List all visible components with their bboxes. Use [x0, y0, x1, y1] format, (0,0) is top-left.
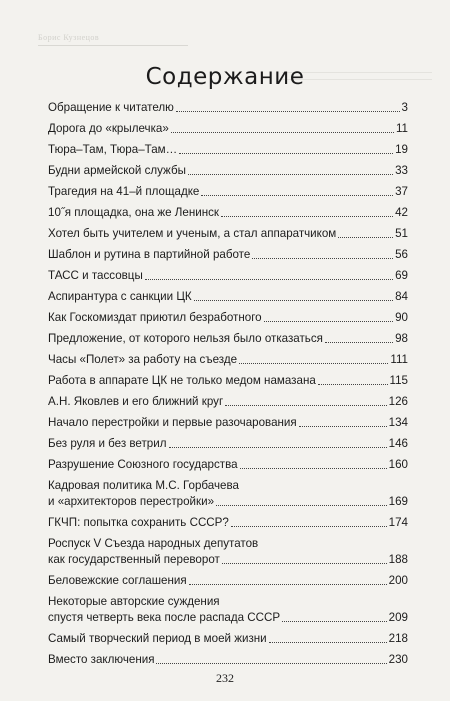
toc-entry-title: Разрушение Союзного государства: [48, 458, 238, 471]
leader-dots: [156, 663, 386, 664]
leader-dots: [201, 195, 393, 196]
toc-entry-page: 209: [388, 611, 408, 624]
toc-entry: [48, 331, 408, 347]
toc-entry-title: Как Госкомиздат приютил безработного: [48, 311, 262, 324]
toc-entry-first-line: Роспуск V Съезда народных депутатов: [48, 537, 259, 550]
toc-entry-page: 126: [388, 395, 408, 408]
toc-entry-first-line: Некоторые авторские суждения: [48, 595, 220, 608]
toc-entry: [48, 268, 408, 284]
leader-dots: [222, 563, 387, 564]
toc-entry: [48, 373, 408, 389]
leader-dots: [325, 342, 393, 343]
leader-dots: [240, 468, 387, 469]
leader-dots: [252, 258, 393, 259]
toc-entry: [48, 436, 408, 452]
toc-entry-page: 188: [388, 553, 408, 566]
leader-dots: [318, 384, 388, 385]
toc-entry-title: Без руля и без ветрил: [48, 437, 167, 450]
toc-entry-title: Работа в аппарате ЦК не только медом намазана: [48, 374, 316, 387]
toc-entry-page: 98: [395, 332, 408, 345]
running-head: Борис Кузнецов: [38, 33, 188, 46]
toc-entry: [48, 631, 408, 647]
leader-dots: [225, 405, 386, 406]
toc-entry-first-line: Кадровая политика М.С. Горбачева: [48, 479, 239, 492]
toc-entry: [48, 610, 408, 626]
toc-entry-title: Предложение, от которого нельзя было отказаться: [48, 332, 323, 345]
toc-entry-title: Тюра–Там, Тюра–Там…: [48, 143, 178, 156]
leader-dots: [299, 426, 387, 427]
toc-entry: [48, 247, 408, 263]
leader-dots: [189, 584, 387, 585]
toc-entry: [48, 100, 408, 116]
page-number: 232: [216, 671, 234, 685]
toc-entry-page: 160: [388, 458, 408, 471]
toc-entry: [48, 652, 408, 668]
leader-dots: [221, 216, 393, 217]
toc-entry-page: 3: [401, 101, 408, 114]
leader-dots: [179, 153, 393, 154]
toc-entry: [48, 494, 408, 510]
toc-entry: [48, 394, 408, 410]
toc-entry: [48, 573, 408, 589]
toc-entry-page: 33: [395, 164, 408, 177]
leader-dots: [269, 642, 387, 643]
toc-entry: [48, 310, 408, 326]
leader-dots: [264, 321, 393, 322]
toc-entry-page: 56: [395, 248, 408, 261]
toc-entry-title: и «архитекторов перестройки»: [48, 495, 215, 508]
toc-entry-page: 200: [388, 574, 408, 587]
toc-entry-title: Дорога до «крылечка»: [48, 122, 169, 135]
toc-entry-page: 111: [390, 353, 408, 366]
toc-entry-title: Аспирантура с санкции ЦК: [48, 290, 192, 303]
toc-entry: [48, 552, 408, 568]
toc-entry-page: 37: [395, 185, 408, 198]
toc-entry-title: спустя четверть века после распада СССР: [48, 611, 281, 624]
toc-entry: [48, 226, 408, 242]
leader-dots: [231, 526, 387, 527]
toc-entry-title: А.Н. Яковлев и его ближний круг: [48, 395, 224, 408]
toc-entry-title: Вместо заключения: [48, 653, 155, 666]
leader-dots: [169, 447, 387, 448]
toc-entry-title: Трагедия на 41–й площадке: [48, 185, 200, 198]
toc-entry-page: 90: [395, 311, 408, 324]
toc-entry-page: 11: [395, 122, 408, 135]
leader-dots: [176, 111, 400, 112]
leader-dots: [282, 621, 387, 622]
toc-entry-title: как государственный переворот: [48, 553, 220, 566]
toc-entry-title: Обращение к читателю: [48, 101, 174, 114]
toc-entry-page: 134: [388, 416, 408, 429]
toc-entry: [48, 289, 408, 305]
leader-dots: [338, 237, 393, 238]
toc-entry-page: 84: [395, 290, 408, 303]
leader-dots: [194, 300, 393, 301]
leader-dots: [216, 505, 387, 506]
toc-entry-page: 69: [395, 269, 408, 282]
contents-title: Содержание: [145, 64, 305, 90]
toc-entry-title: Самый творческий период в моей жизни: [48, 632, 267, 645]
toc-entry-page: 174: [388, 516, 408, 529]
toc-entry-page: 146: [388, 437, 408, 450]
leader-dots: [145, 279, 393, 280]
toc-entry-title: Часы «Полет» за работу на съезде: [48, 353, 238, 366]
toc-entry: [48, 163, 408, 179]
toc-entry-title: Начало перестройки и первые разочарования: [48, 416, 297, 429]
toc-entry: [48, 121, 408, 137]
toc-entry-page: 169: [388, 495, 408, 508]
toc-entry-title: ТАСС и тассовцы: [48, 269, 143, 282]
toc-entry: [48, 515, 408, 531]
toc-entry-page: 230: [388, 653, 408, 666]
toc-entry: [48, 205, 408, 221]
toc-entry-title: 10˝я площадка, она же Ленинск: [48, 206, 219, 219]
leader-dots: [171, 132, 394, 133]
toc-entry: [48, 142, 408, 158]
toc-entry: [48, 352, 408, 368]
toc-entry: [48, 184, 408, 200]
toc-entry-title: Будни армейской службы: [48, 164, 186, 177]
toc-entry-title: Хотел быть учителем и ученым, а стал аппаратчиком: [48, 227, 337, 240]
toc-entry-page: 115: [389, 374, 408, 387]
leader-dots: [188, 174, 393, 175]
toc-entry: [48, 415, 408, 431]
toc-entry-page: 42: [395, 206, 408, 219]
toc-entry-title: Беловежские соглашения: [48, 574, 187, 587]
toc-entry-page: 51: [395, 227, 408, 240]
toc-entry-page: 218: [388, 632, 408, 645]
toc-entry: [48, 457, 408, 473]
toc-entry-title: Шаблон и рутина в партийной работе: [48, 248, 251, 261]
leader-dots: [239, 363, 388, 364]
toc-entry-page: 19: [395, 143, 408, 156]
toc-entry-title: ГКЧП: попытка сохранить СССР?: [48, 516, 229, 529]
